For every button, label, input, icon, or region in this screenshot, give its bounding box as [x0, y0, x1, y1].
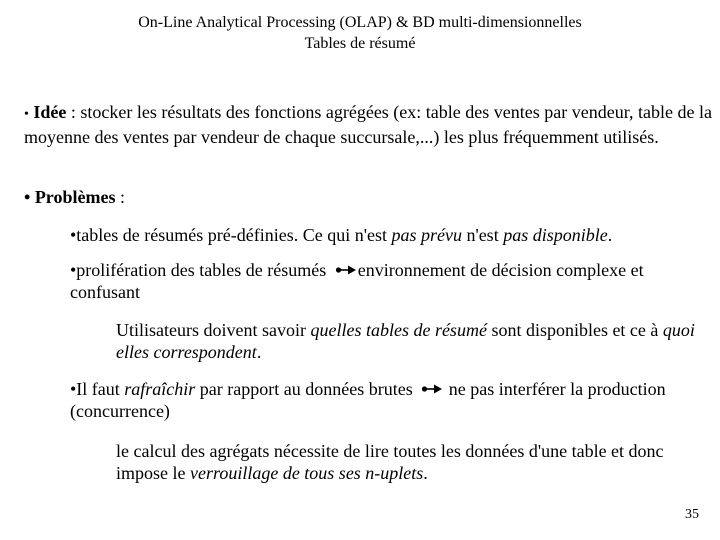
italic-span: pas disponible: [503, 225, 608, 245]
italic-span: pas prévu: [391, 225, 462, 245]
slide-title: On-Line Analytical Processing (OLAP) & BD multi-dimensionnelles: [138, 14, 582, 31]
idea-text: : stocker les résultats des fonctions agrégées (ex: table des ventes par vendeur, table de la moyenne des ventes par vendeur de chaque succursale,...) les plus fréquemment utilisés.: [24, 102, 712, 147]
bullet: •: [24, 187, 31, 207]
text-span: .: [256, 342, 262, 362]
text-span: n'est: [461, 225, 504, 245]
italic-span: rafraîchir: [124, 379, 196, 399]
text-span: environnement de décision complexe et confusant: [70, 260, 644, 302]
text-span: par rapport au données brutes: [195, 379, 418, 399]
text-span: •prolifération des tables de résumés: [70, 260, 331, 280]
slide-header: [0, 12, 720, 54]
text-span: •tables de résumés pré-définies. Ce qui n'est: [70, 225, 392, 245]
problems-heading: [24, 186, 714, 208]
text-span: •Il faut: [70, 379, 125, 399]
text-span: sont disponibles et ce à: [486, 320, 663, 340]
refresh-item: [70, 378, 710, 422]
italic-span: quelles tables de résumé: [310, 320, 487, 340]
predefined-tables-item: [70, 224, 710, 246]
text-span: ne pas interférer la production (concurrence): [70, 379, 666, 421]
slide-subtitle: Tables de résumé: [304, 35, 416, 52]
text-span: Utilisateurs doivent savoir: [116, 320, 311, 340]
idea-paragraph: [24, 101, 714, 148]
italic-span: verrouillage de tous ses n-uplets: [190, 463, 424, 483]
idea-term: Idée: [33, 102, 67, 122]
problems-term: Problèmes: [34, 187, 116, 207]
text-span: le calcul des agrégats nécessite de lire toutes les données d'une table et donc impose le: [116, 441, 664, 483]
bullet: •: [24, 107, 29, 122]
right-arrow-icon: [335, 263, 357, 277]
italic-span: quoi elles correspondent: [116, 320, 695, 362]
text-span: .: [423, 463, 428, 483]
right-arrow-icon: [421, 382, 443, 396]
problems-colon: :: [115, 187, 125, 207]
proliferation-item: [70, 259, 710, 303]
users-must-know-item: [116, 319, 706, 363]
page-number: 35: [685, 507, 699, 522]
text-span: .: [607, 225, 613, 245]
aggregate-locking-item: [116, 440, 706, 484]
